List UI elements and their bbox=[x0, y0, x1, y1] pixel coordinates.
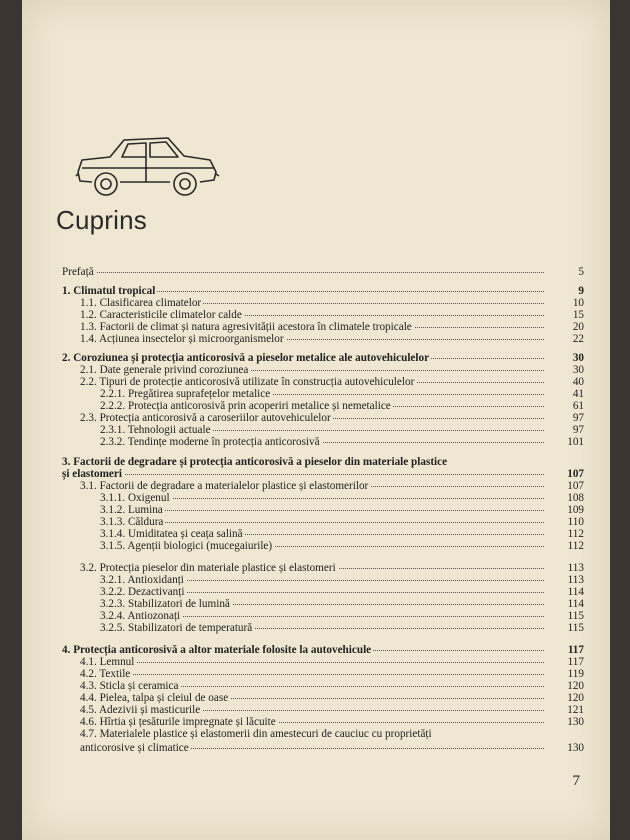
toc-entry-title: 3.1.1. Oxigenul bbox=[100, 492, 170, 504]
toc-entry-page: 117 bbox=[567, 656, 584, 668]
toc-entry-title: 4.2. Textile bbox=[80, 668, 131, 680]
toc-entry-page: 130 bbox=[567, 742, 584, 754]
toc-entry-page: 40 bbox=[572, 376, 584, 388]
page-title: Cuprins bbox=[56, 205, 147, 235]
book-page bbox=[22, 0, 610, 840]
toc-entry-title: 1.4. Acțiunea insectelor și microorganismelor bbox=[80, 333, 284, 345]
toc-entry-title: 2.3. Protecția anticorosivă a caroseriilor autovehiculelor bbox=[80, 412, 331, 424]
toc-entry-title: anticorosive și climatice bbox=[80, 742, 189, 754]
toc-entry-title: 3.2.5. Stabilizatori de temperatură bbox=[100, 622, 253, 634]
toc-entry-page: 113 bbox=[567, 562, 584, 574]
toc-entry-page: 112 bbox=[567, 540, 584, 552]
toc-entry-page: 41 bbox=[572, 388, 584, 400]
toc-entry-page: 121 bbox=[567, 704, 584, 716]
toc-entry-title: 3.1.4. Umiditatea și ceața salină bbox=[100, 528, 243, 540]
toc-entry-title: 4.6. Hîrtia și țesăturile impregnate și lăcuite bbox=[80, 716, 276, 728]
toc-entry-title: 2.2.1. Pregătirea suprafețelor metalice bbox=[100, 388, 271, 400]
toc-entry-page: 108 bbox=[567, 492, 584, 504]
toc-leader-dots bbox=[80, 674, 544, 675]
toc-entry-title: 4.5. Adezivii și masticurile bbox=[80, 704, 201, 716]
toc-entry-title: 3.2.4. Antiozonați bbox=[100, 610, 181, 622]
toc-entry-page: 119 bbox=[567, 668, 584, 680]
toc-entry-title: 3.1.5. Agenții biologici (mucegaiurile) bbox=[100, 540, 273, 552]
toc-entry-title: 3.2.3. Stabilizatori de lumină bbox=[100, 598, 230, 610]
toc-entry-page: 22 bbox=[572, 333, 584, 345]
toc-entry-page: 5 bbox=[578, 266, 584, 278]
toc-entry-page: 107 bbox=[567, 468, 584, 480]
toc-entry-title: și elastomeri bbox=[62, 468, 122, 480]
toc-entry-title: 1. Climatul tropical bbox=[62, 285, 156, 297]
toc-entry-title: 1.1. Clasificarea climatelor bbox=[80, 297, 202, 309]
toc-leader-dots bbox=[80, 662, 544, 663]
toc-entry-page: 114 bbox=[567, 598, 584, 610]
toc-leader-dots bbox=[62, 474, 544, 475]
toc-entry-page: 130 bbox=[567, 716, 584, 728]
toc-entry-page: 15 bbox=[572, 309, 584, 321]
toc-entry-title: 2.2.2. Protecția anticorosivă prin acoperiri metalice și nemetalice bbox=[100, 400, 391, 412]
toc-entry-title: 4.3. Sticla și ceramica bbox=[80, 680, 179, 692]
toc-entry-page: 117 bbox=[567, 644, 584, 656]
toc-entry-title: 3.1.2. Lumina bbox=[100, 504, 163, 516]
toc-entry-page: 9 bbox=[578, 285, 584, 297]
toc-entry-page: 120 bbox=[567, 680, 584, 692]
toc-entry-title: Prefață bbox=[62, 266, 94, 278]
toc-leader-dots bbox=[62, 272, 544, 273]
toc-entry-page: 115 bbox=[567, 610, 584, 622]
toc-entry-page: 110 bbox=[567, 516, 584, 528]
toc-entry-title: 4.4. Pielea, talpa și cleiul de oase bbox=[80, 692, 229, 704]
toc-entry-page: 97 bbox=[572, 424, 584, 436]
toc-entry-page: 113 bbox=[567, 574, 584, 586]
toc-entry-title: 3. Factorii de degradare și protecția anticorosivă a pieselor din materiale plastice bbox=[62, 456, 448, 468]
toc-entry-title: 2.1. Date generale privind coroziunea bbox=[80, 364, 249, 376]
toc-entry-page: 61 bbox=[572, 400, 584, 412]
toc-entry-page: 107 bbox=[567, 480, 584, 492]
toc-entry-title: 3.1.3. Căldura bbox=[100, 516, 164, 528]
toc-entry-page: 115 bbox=[567, 622, 584, 634]
toc-entry-title: 2. Coroziunea și protecția anticorosivă a pieselor metalice ale autovehiculelor bbox=[62, 352, 430, 364]
toc-entry-title: 4.1. Lemnul bbox=[80, 656, 135, 668]
toc-entry-page: 101 bbox=[567, 436, 584, 448]
toc-entry-page: 112 bbox=[567, 528, 584, 540]
toc-entry-title: 3.2.1. Antioxidanți bbox=[100, 574, 184, 586]
toc-leader-dots bbox=[100, 510, 544, 511]
toc-entry-title: 1.3. Factorii de climat și natura agresivității acestora în climatele tropicale bbox=[80, 321, 412, 333]
toc-entry-title: 1.2. Caracteristicile climatelor calde bbox=[80, 309, 242, 321]
toc-entry-title: 4. Protecția anticorosivă a altor materiale folosite la autovehicule bbox=[62, 644, 372, 656]
toc-leader-dots bbox=[100, 522, 544, 523]
toc-entry-page: 10 bbox=[572, 297, 584, 309]
toc-entry-title: 3.2. Protecția pieselor din materiale plastice și elastomeri bbox=[80, 562, 336, 574]
toc-entry-page: 109 bbox=[567, 504, 584, 516]
toc-entry-page: 120 bbox=[567, 692, 584, 704]
toc-entry-title: 2.3.2. Tendințe moderne în protecția anticorosivă bbox=[100, 436, 320, 448]
toc-entry-title: 2.2. Tipuri de protecție anticorosivă utilizate în construcția autovehiculelor bbox=[80, 376, 415, 388]
toc-entry-title: 3.1. Factorii de degradare a materialelor plastice și elastomerilor bbox=[80, 480, 369, 492]
toc-entry-page: 30 bbox=[572, 364, 584, 376]
toc-entry-page: 20 bbox=[572, 321, 584, 333]
page-number: 7 bbox=[572, 773, 580, 789]
toc-entry-title: 3.2.2. Dezactivanți bbox=[100, 586, 185, 598]
toc-entry-title: 2.3.1. Tehnologii actuale bbox=[100, 424, 211, 436]
toc-entry-title: 4.7. Materialele plastice și elastomerii din amestecuri de cauciuc cu proprietăți bbox=[80, 728, 432, 740]
toc-entry-page: 114 bbox=[567, 586, 584, 598]
table-of-contents bbox=[22, 0, 610, 840]
toc-entry-page: 97 bbox=[572, 412, 584, 424]
toc-entry-page: 30 bbox=[572, 352, 584, 364]
